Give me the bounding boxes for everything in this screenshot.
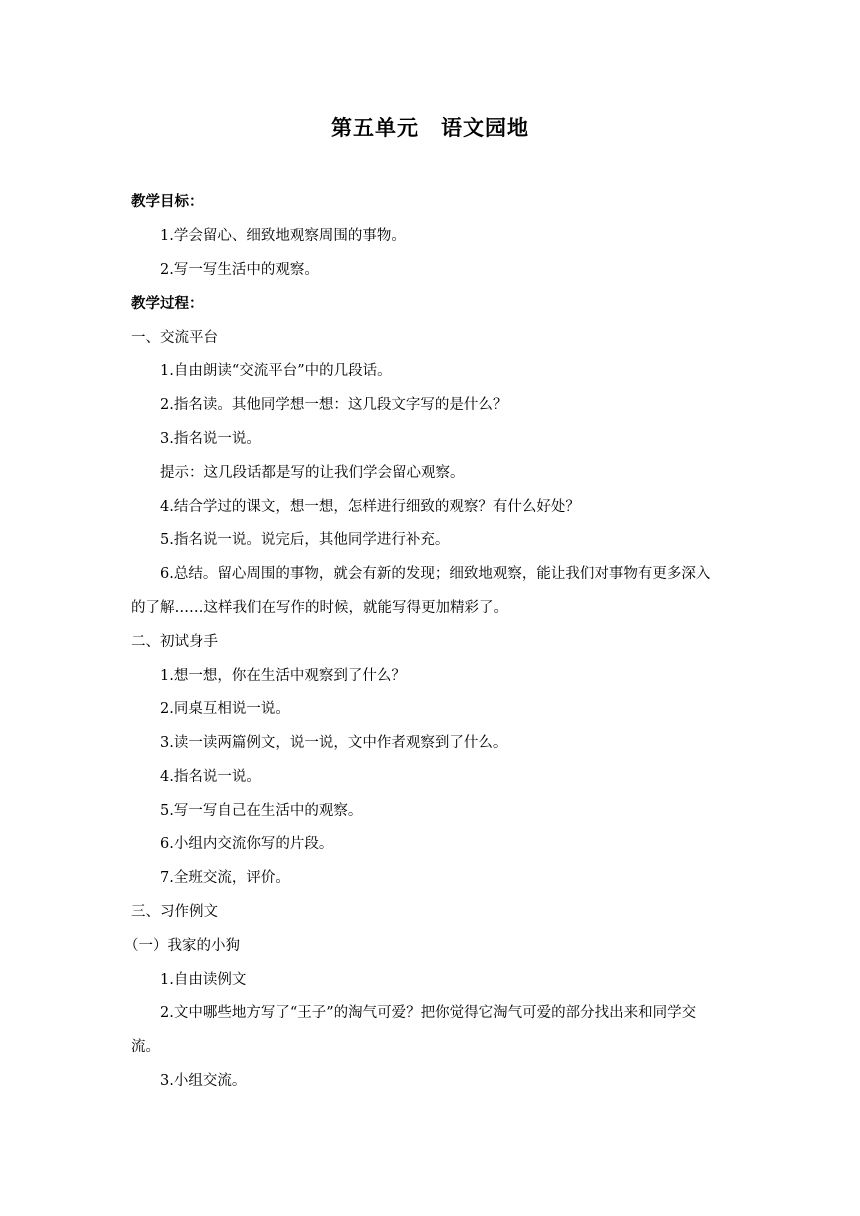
list-item: 3.指名说一说。: [160, 431, 261, 447]
summary-line: 6.总结。留心周围的事物，就会有新的发现；细致地观察，能让我们对事物有更多深入: [160, 566, 711, 582]
process-heading: 教学过程：: [131, 296, 204, 312]
list-item: 5.写一写自己在生活中的观察。: [160, 803, 363, 819]
list-item: 3.小组交流。: [160, 1073, 247, 1089]
list-item: 1.自由读例文: [160, 972, 247, 988]
subsection-heading: （一）我家的小狗: [124, 938, 240, 954]
list-item: 1.自由朗读“交流平台”中的几段话。: [160, 363, 392, 379]
list-item: 1.想一想，你在生活中观察到了什么？: [160, 668, 406, 684]
list-item: 4.结合学过的课文，想一想，怎样进行细致的观察？有什么好处？: [160, 499, 580, 515]
list-item: 3.读一读两篇例文，说一说，文中作者观察到了什么。: [160, 735, 508, 751]
objectives-heading: 教学目标：: [131, 194, 204, 210]
page-title: 第五单元 语文园地: [331, 116, 529, 140]
list-item: 5.指名说一说。说完后，其他同学进行补充。: [160, 532, 450, 548]
hint-text: 提示：这几段话都是写的让我们学会留心观察。: [160, 465, 465, 481]
list-item: 2.同桌互相说一说。: [160, 701, 290, 717]
list-item: 2.指名读。其他同学想一想：这几段文字写的是什么？: [160, 397, 508, 413]
list-item: 4.指名说一说。: [160, 769, 261, 785]
list-item-continued: 流。: [131, 1039, 160, 1055]
list-item: 7.全班交流，评价。: [160, 870, 290, 886]
section-heading: 三、习作例文: [131, 904, 218, 920]
summary-line: 的了解……这样我们在写作的时候，就能写得更加精彩了。: [131, 600, 508, 616]
objective-item: 1.学会留心、细致地观察周围的事物。: [160, 228, 406, 244]
objective-item: 2.写一写生活中的观察。: [160, 262, 319, 278]
section-heading: 一、交流平台: [131, 330, 218, 346]
list-item: 6.小组内交流你写的片段。: [160, 836, 334, 852]
list-item: 2.文中哪些地方写了“王子”的淘气可爱？把你觉得它淘气可爱的部分找出来和同学交: [160, 1005, 697, 1021]
section-heading: 二、初试身手: [131, 634, 218, 650]
